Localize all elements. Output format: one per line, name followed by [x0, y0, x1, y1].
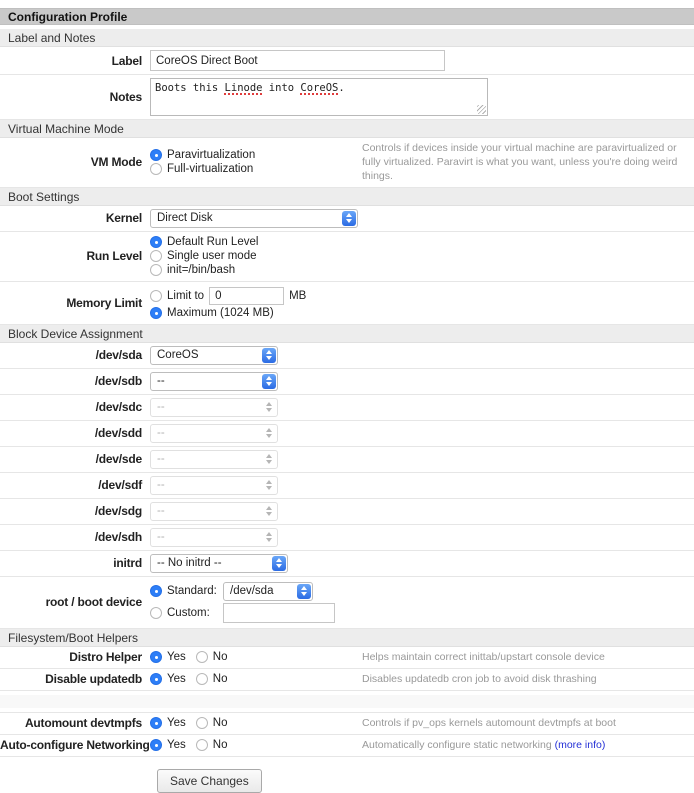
initrd-select[interactable]: -- No initrd -- — [150, 554, 288, 573]
memory-limit-options: Limit to 0 MB Maximum (1024 MB) — [150, 285, 694, 321]
root-boot-device-row — [0, 577, 694, 629]
notes-textarea[interactable] — [150, 78, 488, 116]
init-bin-bash-radio[interactable] — [150, 264, 162, 276]
distro-helper-yes-radio[interactable] — [150, 651, 162, 663]
notes-field-label: Notes — [109, 90, 142, 104]
full-virtualization-label: Full-virtualization — [167, 163, 254, 176]
initrd-row — [0, 551, 694, 577]
save-changes-button[interactable]: Save Changes — [157, 769, 262, 793]
memory-limit-input[interactable] — [209, 287, 284, 305]
dev-sdc-select: -- — [150, 398, 278, 417]
memory-limit-row — [0, 282, 694, 325]
select-stepper-icon — [262, 400, 276, 415]
resize-handle-icon[interactable] — [477, 105, 486, 114]
select-stepper-icon — [262, 478, 276, 493]
select-stepper-icon — [262, 452, 276, 467]
device-row-sdd: /dev/sdd -- — [0, 421, 694, 447]
maximum-memory-radio[interactable] — [150, 307, 162, 319]
notes-text: into — [262, 82, 301, 94]
run-level-label: Run Level — [86, 249, 142, 264]
distro-helper-no-radio[interactable] — [196, 651, 208, 663]
limit-to-radio[interactable] — [150, 290, 162, 302]
device-row-sdh: /dev/sdh -- — [0, 525, 694, 551]
dev-sdd-select: -- — [150, 424, 278, 443]
dev-sde-select: -- — [150, 450, 278, 469]
automount-devtmpfs-row: Automount devtmpfs Yes No Controls if pv_ops kernels automount devtmpfs at boot — [0, 713, 694, 735]
automount-devtmpfs-help-text: Controls if pv_ops kernels automount devtmpfs at boot — [362, 716, 616, 729]
paravirtualization-radio[interactable] — [150, 149, 162, 161]
root-custom-input[interactable] — [223, 603, 335, 623]
dev-sdh-select: -- — [150, 528, 278, 547]
single-user-mode-radio[interactable] — [150, 250, 162, 262]
notes-text-misspelled: Linode — [224, 82, 263, 94]
distro-helper-row: Distro Helper Yes No Helps maintain correct inittab/upstart console device — [0, 647, 694, 669]
select-stepper-icon — [342, 211, 356, 226]
device-row-sdf: /dev/sdf -- — [0, 473, 694, 499]
memory-limit-label: Memory Limit — [66, 295, 142, 310]
label-row — [0, 47, 694, 75]
disable-updatedb-help-text: Disables updatedb cron job to avoid disk thrashing — [362, 672, 597, 685]
page-title: Configuration Profile — [0, 8, 694, 25]
device-row-sdg: /dev/sdg -- — [0, 499, 694, 525]
section-boot-settings: Boot Settings — [0, 188, 694, 206]
select-stepper-icon — [297, 584, 311, 599]
section-block-device-assignment: Block Device Assignment — [0, 325, 694, 343]
dev-sdf-select: -- — [150, 476, 278, 495]
initrd-label: initrd — [113, 556, 142, 571]
more-info-link[interactable]: (more info) — [554, 738, 606, 751]
disable-updatedb-row: Disable updatedb Yes No Disables updatedb cron job to avoid disk thrashing — [0, 669, 694, 691]
select-stepper-icon — [272, 556, 286, 571]
device-row-sdc: /dev/sdc -- — [0, 395, 694, 421]
label-input[interactable] — [150, 50, 445, 71]
dev-sdg-select: -- — [150, 502, 278, 521]
device-row-sdb: /dev/sdb -- — [0, 369, 694, 395]
full-virtualization-radio[interactable] — [150, 163, 162, 175]
auto-configure-networking-yes-radio[interactable] — [150, 739, 162, 751]
root-boot-device-label: root / boot device — [45, 595, 142, 610]
auto-configure-networking-help-text: Automatically configure static networking (more info) — [362, 738, 606, 751]
section-label-and-notes: Label and Notes — [0, 29, 694, 47]
default-run-level-radio[interactable] — [150, 236, 162, 248]
root-standard-select[interactable]: /dev/sda — [223, 582, 313, 601]
section-virtual-machine-mode: Virtual Machine Mode — [0, 120, 694, 138]
dev-sda-select[interactable]: CoreOS — [150, 346, 278, 365]
select-stepper-icon — [262, 348, 276, 363]
auto-configure-networking-no-radio[interactable] — [196, 739, 208, 751]
vm-mode-options — [150, 148, 362, 177]
select-stepper-icon — [262, 530, 276, 545]
disable-updatedb-yes-radio[interactable] — [150, 673, 162, 685]
select-stepper-icon — [262, 374, 276, 389]
auto-configure-networking-row: Auto-configure Networking Yes No Automatically configure static networking (more info) — [0, 735, 694, 757]
run-level-row — [0, 232, 694, 282]
vm-mode-label: VM Mode — [90, 155, 142, 170]
distro-helper-help-text: Helps maintain correct inittab/upstart console device — [362, 650, 605, 663]
section-filesystem-boot-helpers: Filesystem/Boot Helpers — [0, 629, 694, 647]
root-custom-radio[interactable] — [150, 607, 162, 619]
notes-text: . — [338, 82, 345, 94]
footer-band — [0, 695, 694, 708]
dev-sdb-select[interactable]: -- — [150, 372, 278, 391]
disable-updatedb-no-radio[interactable] — [196, 673, 208, 685]
kernel-select[interactable]: Direct Disk — [150, 209, 358, 228]
vm-mode-row — [0, 138, 694, 188]
run-level-options: Default Run Level Single user mode init=/bin/bash — [150, 235, 694, 278]
notes-text-misspelled: CoreOS — [300, 82, 339, 94]
vm-mode-help-text: Controls if devices inside your virtual machine are paravirtualized or fully virtualized. Paravirt is what you want, unless you're doing weird things. — [362, 142, 678, 183]
kernel-row — [0, 206, 694, 232]
device-row-sde: /dev/sde -- — [0, 447, 694, 473]
memory-unit-label: MB — [289, 289, 307, 302]
notes-text: Boots this — [155, 82, 225, 94]
select-stepper-icon — [262, 426, 276, 441]
root-standard-radio[interactable] — [150, 585, 162, 597]
device-row-sda: /dev/sda CoreOS — [0, 343, 694, 369]
kernel-label: Kernel — [105, 211, 142, 226]
paravirtualization-label: Paravirtualization — [167, 149, 256, 162]
root-boot-device-options: Standard: /dev/sda Custom: — [150, 580, 694, 625]
notes-row — [0, 75, 694, 120]
automount-devtmpfs-yes-radio[interactable] — [150, 717, 162, 729]
label-field-label: Label — [111, 53, 142, 68]
automount-devtmpfs-no-radio[interactable] — [196, 717, 208, 729]
select-stepper-icon — [262, 504, 276, 519]
